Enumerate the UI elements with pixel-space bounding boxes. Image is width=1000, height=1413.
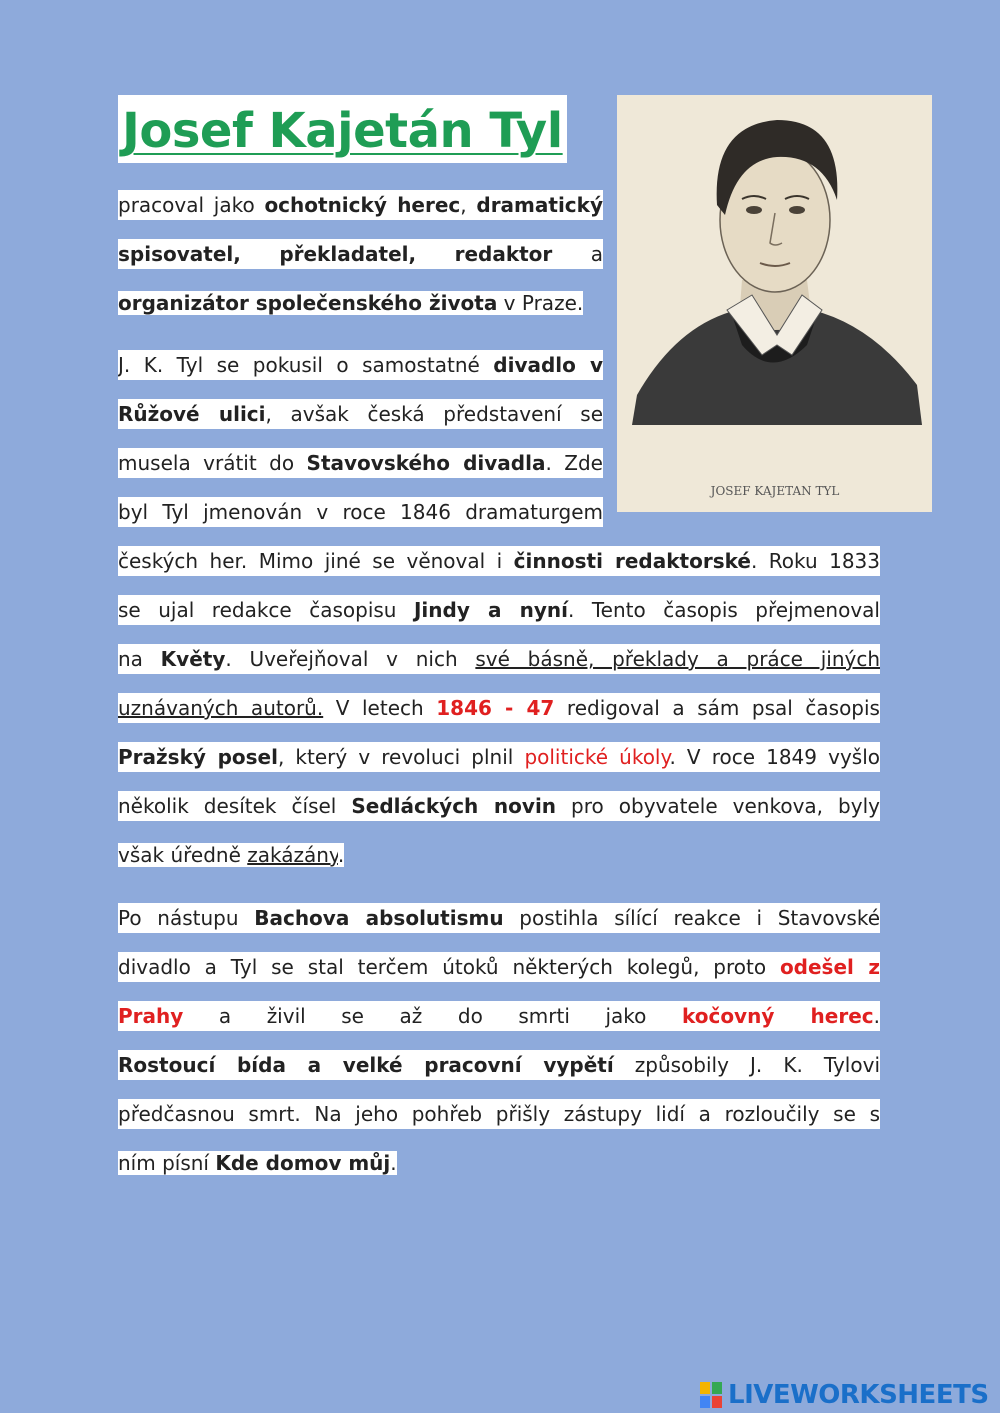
p3-line-2: divadlo a Tyl se stal terčem útoků některých kolegů, proto odešel z (118, 952, 880, 982)
p2-line-1: J. K. Tyl se pokusil o samostatné divadlo v (118, 350, 603, 380)
p2-line-11: však úředně zakázány. (118, 843, 345, 867)
p2-line-8: uznávaných autorů. V letech 1846 - 47 redigoval a sám psal časopis (118, 693, 880, 723)
p3-line-3: Prahy a živil se až do smrti jako kočovný herec. (118, 1001, 880, 1031)
p3-line-1: Po nástupu Bachova absolutismu postihla sílící reakce i Stavovské (118, 903, 880, 933)
p3-line-5: předčasnou smrt. Na jeho pohřeb přišly zástupy lidí a rozloučily se s (118, 1099, 880, 1129)
p1-line-1: pracoval jako ochotnický herec, dramatický (118, 190, 603, 220)
p3-line-6: ním písní Kde domov můj. (118, 1151, 397, 1175)
p2-line-3: musela vrátit do Stavovského divadla. Zde (118, 448, 603, 478)
p2-line-7: na Květy. Uveřejňoval v nich své básně, překlady a práce jiných (118, 644, 880, 674)
liveworksheets-logo[interactable] (700, 1378, 989, 1412)
p3-line-4: Rostoucí bída a velké pracovní vypětí způsobily J. K. Tylovi (118, 1050, 880, 1080)
liveworksheets-logo-text: LIVEWORKSHEETS (728, 1380, 989, 1410)
p2-line-10: několik desítek čísel Sedláckých novin pro obyvatele venkova, byly (118, 791, 880, 821)
portrait-caption: JOSEF KAJETAN TYL (710, 484, 840, 498)
p2-line-6: se ujal redakce časopisu Jindy a nyní. Tento časopis přejmenoval (118, 595, 880, 625)
page-title: Josef Kajetán Tyl (118, 95, 567, 163)
p1-line-3: organizátor společenského života v Praze. (118, 291, 584, 315)
p2-line-9: Pražský posel, který v revoluci plnil politické úkoly. V roce 1849 vyšlo (118, 742, 880, 772)
p2-line-5: českých her. Mimo jiné se věnoval i činnosti redaktorské. Roku 1833 (118, 546, 880, 576)
liveworksheets-logo-icon (700, 1382, 722, 1408)
p1-line-2: spisovatel, překladatel, redaktor a (118, 239, 603, 269)
portrait-image (617, 95, 932, 512)
p2-line-2: Růžové ulici, avšak česká představení se (118, 399, 603, 429)
p2-line-4: byl Tyl jmenován v roce 1846 dramaturgem (118, 497, 603, 527)
